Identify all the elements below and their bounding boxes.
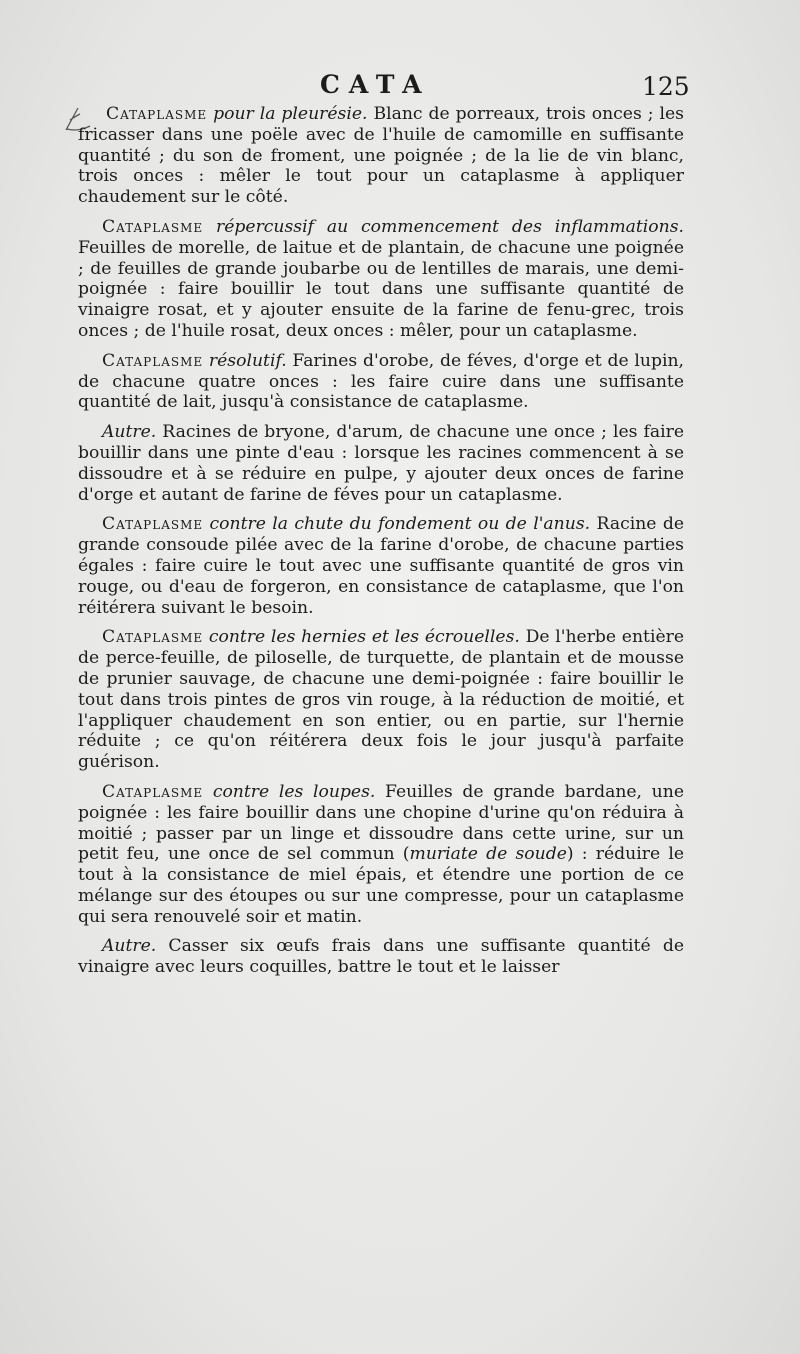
entry-autre-1 — [78, 422, 684, 505]
text-body — [78, 104, 684, 987]
running-head: CATA — [320, 70, 431, 99]
entry-text-continued: ) : réduire le tout à la consistance de miel épais, et étendre une portion de ce mélange sur des étoupes ou sur une compresse, pour un cataplasme qui sera renouvelé soir et matin. — [78, 844, 684, 927]
page-header — [0, 70, 800, 104]
entry-cataplasme-loupes — [78, 782, 684, 928]
entry-subtitle: répercussif au commencement des inflammations. — [216, 216, 684, 237]
page-number: 125 — [642, 72, 690, 101]
entry-term: Cataplasme — [102, 514, 204, 535]
entry-subtitle: résolutif. — [208, 350, 287, 371]
entry-term: Cataplasme — [102, 350, 204, 371]
entry-cataplasme-hernies — [78, 627, 684, 773]
entry-italic-term: muriate de soude — [409, 844, 567, 865]
entry-term: Cataplasme — [102, 216, 204, 237]
entry-term: Cataplasme — [102, 627, 204, 648]
entry-cataplasme-repercussif — [78, 217, 684, 342]
entry-subtitle: contre les hernies et les écrouelles. — [208, 627, 520, 648]
entry-subtitle: Autre. — [102, 936, 157, 957]
entry-text: Blanc de porreaux, trois onces ; les fricasser dans une poële avec de l'huile de camomille en suffisante quantité ; du son de froment, une poignée ; de la lie de vin blanc, trois onces : mêler le tout pour un cataplasme à appliquer chaudement sur le côté. — [78, 104, 685, 208]
entry-cataplasme-resolutif — [78, 351, 684, 413]
entry-subtitle: Autre. — [102, 422, 157, 443]
entry-text: De l'herbe entière de perce-feuille, de piloselle, de turquette, de plantain et de mousse de prunier sauvage, de chacune une demi-poignée : faire bouillir le tout dans trois pintes de gros vin rouge, à la réduction de moitié, et l'appliquer chaudement en son entier, ou en partie, sur l'hernie réduite ; ce qu'on réitérera deux fois le jour jusqu'à parfaite guérison. — [78, 627, 685, 773]
entry-term: Cataplasme — [102, 781, 204, 802]
entry-text: Casser six œufs frais dans une suffisante quantité de vinaigre avec leurs coquilles, battre le tout et le laisser — [78, 936, 684, 978]
entry-autre-2 — [78, 936, 684, 978]
entry-text: Feuilles de grande bardane, une poignée : les faire bouillir dans une chopine d'urine qu'on réduira à moitié ; passer par un linge et dissoudre dans cette urine, sur un petit feu, une once de sel commun ( — [78, 781, 684, 865]
entry-subtitle: contre la chute du fondement ou de l'anus. — [209, 514, 591, 535]
entry-subtitle: pour la pleurésie. — [213, 104, 368, 124]
entry-text: Racines de bryone, d'arum, de chacune une once ; les faire bouillir dans une pinte d'eau : lorsque les racines commencent à se dissoudre et à se réduire en pulpe, y ajouter deux onces de farine d'orge et autant de farine de féves pour un cataplasme. — [78, 422, 684, 505]
entry-cataplasme-pleuresie — [78, 104, 684, 208]
entry-text: Feuilles de morelle, de laitue et de plantain, de chacune une poignée ; de feuilles de grande joubarbe ou de lentilles de marais, une demi-poignée : faire bouillir le tout dans une suffisante quantité de vinaigre rosat, et y ajouter ensuite de la farine de fenu-grec, trois onces ; de l'huile rosat, deux onces : mêler, pour un cataplasme. — [78, 237, 684, 341]
entry-term: Cataplasme — [106, 104, 208, 124]
entry-cataplasme-chute-fondement — [78, 514, 684, 618]
entry-subtitle: contre les loupes. — [212, 781, 376, 802]
entry-text: Farines d'orobe, de féves, d'orge et de lupin, de chacune quatre onces : les faire cuire dans une suffisante quantité de lait, jusqu'à consistance de cataplasme. — [78, 350, 684, 413]
entry-text: Racine de grande consoude pilée avec de la farine d'orobe, de chacune parties égales : faire cuire le tout avec une suffisante quantité de gros vin rouge, ou d'eau de forgeron, en consistance de cataplasme, que l'on réitérera suivant le besoin. — [78, 514, 684, 618]
